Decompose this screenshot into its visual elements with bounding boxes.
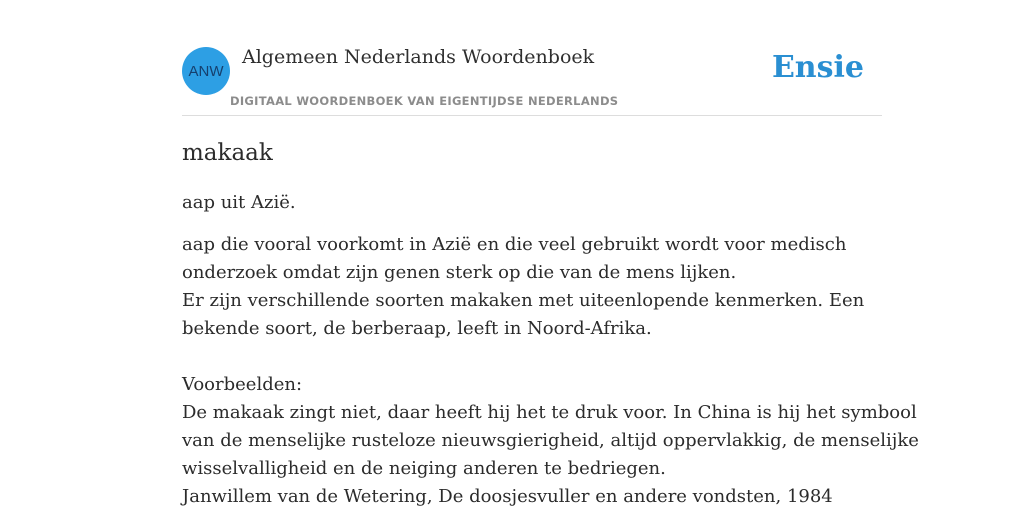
examples-heading: Voorbeelden: [182,374,303,395]
paragraph-gap [182,343,882,371]
site-title[interactable]: Algemeen Nederlands Woordenboek [242,46,595,68]
long-definition [182,231,919,511]
definition-line: aap die vooral voorkomt in Azië en die veel gebruikt wordt voor medisch [182,234,847,255]
entry-content [182,140,919,511]
example-line: De makaak zingt niet, daar heeft hij het te druk voor. In China is hij het symbool [182,402,917,423]
example-line: van de menselijke rusteloze nieuwsgierigheid, altijd oppervlakkig, de menselijke [182,430,919,451]
site-header [182,46,882,116]
definition-line: Er zijn verschillende soorten makaken met uiteenlopende kenmerken. Een [182,290,865,311]
example-source: Janwillem van de Wetering, De doosjesvuller en andere vondsten, 1984 [182,486,833,507]
definition-line: bekende soort, de berberaap, leeft in Noord-Afrika. [182,318,652,339]
header-divider [182,115,882,116]
short-definition: aap uit Azië. [182,192,296,213]
site-subtitle: DIGITAAL WOORDENBOEK VAN EIGENTIJDSE NEDERLANDS [230,94,619,108]
definition-line: onderzoek omdat zijn genen sterk op die van de mens lijken. [182,262,737,283]
example-line: wisselvalligheid en de neiging anderen te bedriegen. [182,458,666,479]
ensie-brand-link[interactable]: Ensie [771,50,864,85]
logo-text: ANW [188,62,224,80]
anw-logo[interactable] [182,47,230,95]
entry-word: makaak [182,140,273,166]
